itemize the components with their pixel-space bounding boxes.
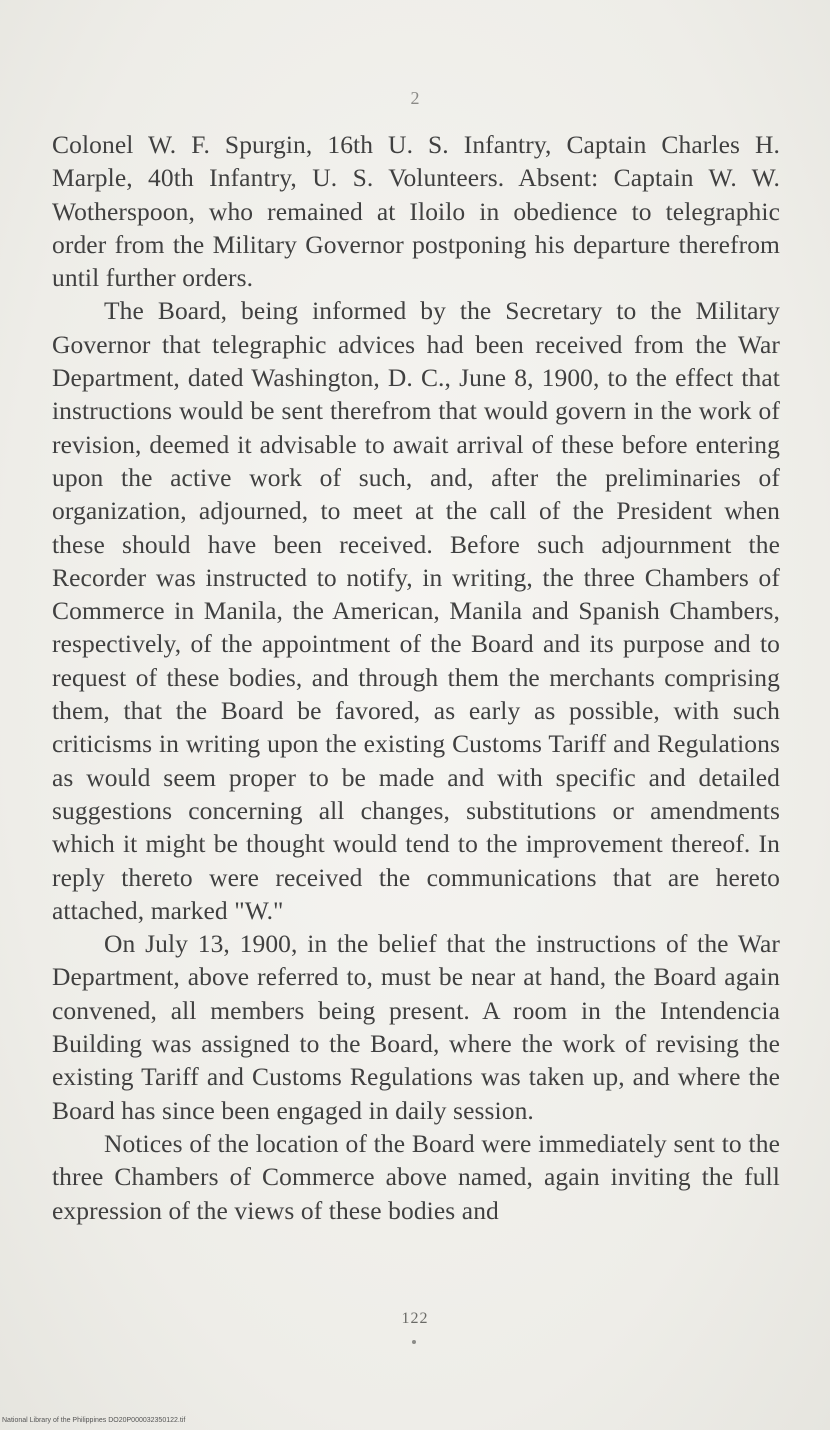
paragraph-3: On July 13, 1900, in the belief that the instructions of the War Department, above referred to, must be near at hand, the Board again convened, all members being present. A room in the Intendencia Building was assigned to the Board, where the work of revising the existing Tariff and Customs Regulations was taken up, and where the Board has since been engaged in daily session. [52,929,780,1125]
top-page-number: 2 [410,88,420,108]
paragraph-2: The Board, being informed by the Secretary to the Military Governor that telegraphic advices had been received from the War Department, dated Washington, D. C., June 8, 1900, to the effect that instructions would be sent therefrom that would govern in the work of revision, deemed it advisable to await arrival of these before entering upon the active work of such, and, after the preliminaries of organization, adjourned, to meet at the call of the President when these should have been received. Before such adjournment the Recorder was instructed to notify, in writing, the three Chambers of Commerce in Manila, the American, Manila and Spanish Chambers, respectively, of the appointment of the Board and its purpose and to request of these bodies, and through them the merchants comprising them, that the Board be favored, as early as possible, with such criticisms in writing upon the existing Customs Tariff and Regulations as would seem proper to be made and with specific and detailed suggestions concerning all changes, substitutions or amendments which it might be thought would tend to the improvement thereof. In reply thereto were received the communications that are hereto attached, marked "W." [52,296,780,925]
footer-credit: National Library of the Philippines DO20P000032350122.tif [2,1417,186,1424]
paragraph-4: Notices of the location of the Board were immediately sent to the three Chambers of Commerce above named, again inviting the full expression of the views of these bodies and [52,1128,780,1225]
paragraph-1: Colonel W. F. Spurgin, 16th U. S. Infantry, Captain Charles H. Marple, 40th Infantry, U. S. Volunteers. Absent: Captain W. W. Wotherspoon, who remained at Iloilo in obedience to telegraphic order from the Military Governor postponing his departure therefrom until further orders. [52,130,780,293]
folio-number: 122 [401,1310,429,1327]
ink-dot [412,1340,416,1344]
body-text [52,128,780,1227]
